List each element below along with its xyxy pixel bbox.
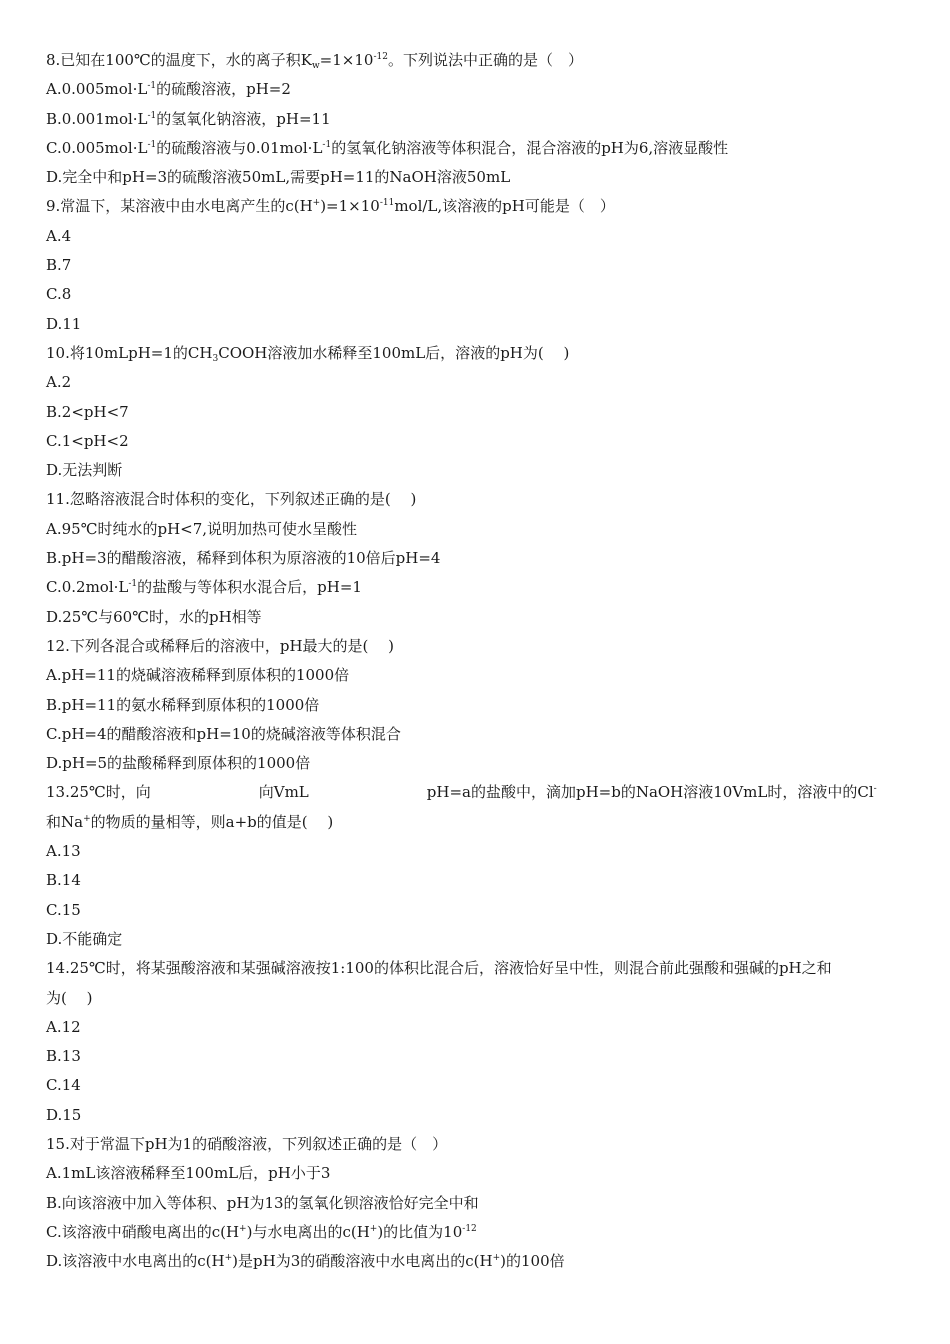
option-a: A.12	[46, 1017, 81, 1036]
question-stem: 8.已知在100℃的温度下，水的离子积$K_w=1\times 10^{-12}$。下列说法中正确的是（ ）	[46, 51, 583, 71]
question-stem: 14.25℃时，将某强酸溶液和某强碱溶液按1:100的体积比混合后，溶液恰好呈中性，则混合前此强酸和强碱的pH之和	[46, 959, 832, 978]
option-a: $A.0.005mol\cdot L^{-1}$的硫酸溶液，pH=2	[46, 80, 291, 99]
question-stem: 12.下列各混合或稀释后的溶液中，pH最大的是( )	[46, 636, 395, 655]
option-a: A.2	[46, 373, 72, 392]
question-stem-continued: 为( )	[46, 988, 93, 1007]
option-d: D.25℃与60℃时，水的pH相等	[46, 607, 262, 626]
option-d: D.无法判断	[46, 461, 123, 480]
option-a: A.13	[46, 842, 81, 861]
option-b: $B.0.001mol\cdot L^{-1}$的氢氧化钠溶液，pH=11	[46, 109, 331, 128]
option-b: B.向该溶液中加入等体积、pH为13的氢氧化钡溶液恰好完全中和	[46, 1193, 479, 1212]
option-d: D.11	[46, 314, 82, 333]
option-b: B.2<pH<7	[46, 402, 129, 421]
option-b: B.14	[46, 871, 81, 890]
question-stem: 11.忽略溶液混合时体积的变化，下列叙述正确的是( )	[46, 490, 417, 509]
option-c: C.14	[46, 1076, 81, 1095]
option-d: D.该溶液中水电离出的c(H+)是pH为3的硝酸溶液中水电离出的c(H+)的100倍	[46, 1252, 565, 1271]
option-c: $C.0.005mol\cdot L^{-1}$的硫酸溶液与$0.01mol\cdot L^{-1}$的氢氧化钠溶液等体积混合，混合溶液的pH为6,溶液显酸性	[46, 138, 729, 157]
option-a: A.pH=11的烧碱溶液稀释到原体积的1000倍	[46, 666, 350, 685]
question-stem-continued: 和Na+的物质的量相等，则a+b的值是( )	[46, 812, 334, 831]
option-d: D.不能确定	[46, 929, 123, 948]
option-b: B.13	[46, 1047, 81, 1066]
option-c: C.15	[46, 900, 81, 919]
option-b: B.7	[46, 256, 72, 275]
option-d: D.15	[46, 1105, 82, 1124]
option-b: B.pH=11的氨水稀释到原体积的1000倍	[46, 695, 320, 714]
option-d: D.完全中和pH=3的硫酸溶液50mL,需要pH=11的NaOH溶液50mL	[46, 168, 511, 187]
question-stem: 10.将10mLpH=1的$CH_3COOH$溶液加水稀释至100mL后，溶液的pH为( )	[46, 343, 570, 364]
document-page	[46, 46, 906, 1276]
question-stem: 15.对于常温下pH为1的硝酸溶液，下列叙述正确的是（ ）	[46, 1134, 448, 1153]
option-b: B.pH=3的醋酸溶液，稀释到体积为原溶液的10倍后pH=4	[46, 549, 441, 568]
question-stem: 9.常温下，某溶液中由水电离产生的$c(H^+)=1\times 10^{-11}mol/L$,该溶液的pH可能是（ ）	[46, 197, 615, 216]
question-stem: 13.25℃时，向 向VmL pH=a的盐酸中，滴加pH=b的NaOH溶液10VmL时，溶液中的Cl-	[46, 783, 877, 802]
option-c: C.8	[46, 285, 72, 304]
option-d: D.pH=5的盐酸稀释到原体积的1000倍	[46, 754, 311, 773]
option-c: C.1<pH<2	[46, 431, 129, 450]
option-a: A.95℃时纯水的pH<7,说明加热可使水呈酸性	[46, 519, 358, 538]
option-a: A.4	[46, 226, 72, 245]
option-c: $C.0.2mol\cdot L^{-1}$的盐酸与等体积水混合后，pH=1	[46, 578, 362, 597]
option-a: A.1mL该溶液稀释至100mL后，pH小于3	[46, 1164, 331, 1183]
option-c: C.该溶液中硝酸电离出的c(H+)与水电离出的c(H+)的比值为$10^{-12}$	[46, 1222, 477, 1241]
option-c: C.pH=4的醋酸溶液和pH=10的烧碱溶液等体积混合	[46, 724, 401, 743]
